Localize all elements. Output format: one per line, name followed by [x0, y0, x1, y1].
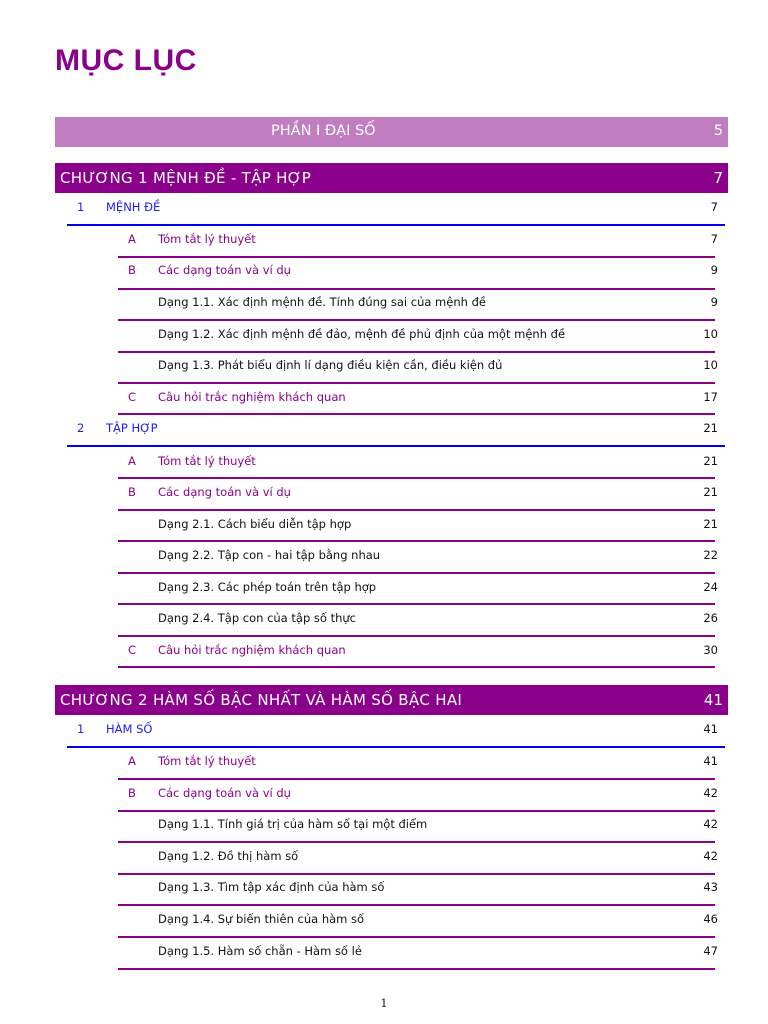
- entry-divider: [118, 936, 715, 938]
- type-title: Dạng 1.4. Sự biến thiên của hàm số: [158, 912, 365, 926]
- subsection-title: Câu hỏi trắc nghiệm khách quan: [158, 643, 346, 657]
- part-label: PHẦN I ĐẠI SỐ: [271, 123, 376, 139]
- entry-divider: [118, 778, 715, 780]
- type-title: Dạng 2.2. Tập con - hai tập bằng nhau: [158, 548, 381, 562]
- subsection-page: 21: [703, 454, 718, 468]
- section-page: 7: [710, 200, 718, 214]
- subsection-letter: A: [128, 754, 136, 768]
- subsection-page: 9: [710, 263, 718, 277]
- type-title: Dạng 1.1. Tính giá trị của hàm số tại một điểm: [158, 817, 428, 831]
- chapter-page: 7: [713, 169, 723, 187]
- type-title: Dạng 1.1. Xác định mệnh đề. Tính đúng sai của mệnh đề: [158, 295, 486, 309]
- subsection-letter: C: [128, 390, 137, 404]
- type-page: 42: [703, 849, 718, 863]
- section-title: TẬP HỢP: [106, 421, 158, 435]
- entry-divider: [118, 968, 715, 970]
- subsection-title: Các dạng toán và ví dụ: [158, 263, 291, 277]
- type-page: 22: [703, 548, 718, 562]
- entry-divider: [118, 603, 715, 605]
- type-title: Dạng 1.3. Tìm tập xác định của hàm số: [158, 880, 385, 894]
- type-title: Dạng 1.2. Xác định mệnh đề đảo, mệnh đề phủ định của một mệnh đề: [158, 327, 566, 341]
- section-number: 2: [77, 421, 85, 435]
- chapter-label: CHƯƠNG 1 MỆNH ĐỀ - TẬP HỢP: [60, 169, 312, 187]
- section-title: HÀM SỐ: [106, 722, 153, 736]
- section-divider: [67, 445, 725, 447]
- entry-divider: [118, 351, 715, 353]
- entry-divider: [118, 873, 715, 875]
- entry-divider: [118, 319, 715, 321]
- chapter-label: CHƯƠNG 2 HÀM SỐ BẬC NHẤT VÀ HÀM SỐ BẬC HAI: [60, 691, 463, 709]
- type-page: 47: [703, 944, 718, 958]
- type-page: 10: [703, 358, 718, 372]
- entry-divider: [118, 413, 715, 415]
- subsection-title: Tóm tắt lý thuyết: [158, 754, 256, 768]
- type-page: 24: [703, 580, 718, 594]
- type-title: Dạng 1.5. Hàm số chẵn - Hàm số lẻ: [158, 944, 362, 958]
- entry-divider: [118, 509, 715, 511]
- part-header[interactable]: [55, 117, 728, 147]
- subsection-page: 7: [710, 232, 718, 246]
- entry-divider: [118, 904, 715, 906]
- type-title: Dạng 1.3. Phát biểu định lí dạng điều kiện cần, điều kiện đủ: [158, 358, 503, 372]
- type-page: 43: [703, 880, 718, 894]
- entry-divider: [118, 288, 715, 290]
- type-page: 9: [710, 295, 718, 309]
- chapter-header[interactable]: [55, 685, 728, 715]
- entry-divider: [118, 572, 715, 574]
- subsection-letter: B: [128, 485, 136, 499]
- subsection-page: 41: [703, 754, 718, 768]
- type-page: 26: [703, 611, 718, 625]
- section-page: 21: [703, 421, 718, 435]
- section-title: MỆNH ĐỀ: [106, 200, 161, 214]
- section-divider: [67, 224, 725, 226]
- subsection-page: 42: [703, 786, 718, 800]
- section-number: 1: [77, 722, 85, 736]
- chapter-header[interactable]: [55, 163, 728, 193]
- entry-divider: [118, 810, 715, 812]
- type-title: Dạng 2.1. Cách biểu diễn tập hợp: [158, 517, 352, 531]
- chapter-page: 41: [703, 691, 723, 709]
- subsection-title: Tóm tắt lý thuyết: [158, 454, 256, 468]
- subsection-title: Các dạng toán và ví dụ: [158, 786, 291, 800]
- page-title: MỤC LỤC: [55, 44, 197, 77]
- section-divider: [67, 746, 725, 748]
- subsection-page: 17: [703, 390, 718, 404]
- subsection-title: Các dạng toán và ví dụ: [158, 485, 291, 499]
- subsection-letter: C: [128, 643, 137, 657]
- subsection-letter: B: [128, 263, 136, 277]
- type-page: 10: [703, 327, 718, 341]
- section-number: 1: [77, 200, 85, 214]
- type-page: 21: [703, 517, 718, 531]
- type-page: 42: [703, 817, 718, 831]
- subsection-page: 30: [703, 643, 718, 657]
- entry-divider: [118, 540, 715, 542]
- subsection-letter: A: [128, 454, 136, 468]
- entry-divider: [118, 382, 715, 384]
- type-title: Dạng 1.2. Đồ thị hàm số: [158, 849, 299, 863]
- entry-divider: [118, 477, 715, 479]
- entry-divider: [118, 635, 715, 637]
- page-number: 1: [380, 997, 388, 1010]
- type-title: Dạng 2.3. Các phép toán trên tập hợp: [158, 580, 377, 594]
- subsection-title: Tóm tắt lý thuyết: [158, 232, 256, 246]
- part-page: 5: [713, 123, 723, 139]
- type-page: 46: [703, 912, 718, 926]
- subsection-letter: A: [128, 232, 136, 246]
- entry-divider: [118, 666, 715, 668]
- subsection-letter: B: [128, 786, 136, 800]
- type-title: Dạng 2.4. Tập con của tập số thực: [158, 611, 356, 625]
- subsection-title: Câu hỏi trắc nghiệm khách quan: [158, 390, 346, 404]
- entry-divider: [118, 841, 715, 843]
- subsection-page: 21: [703, 485, 718, 499]
- entry-divider: [118, 256, 715, 258]
- section-page: 41: [703, 722, 718, 736]
